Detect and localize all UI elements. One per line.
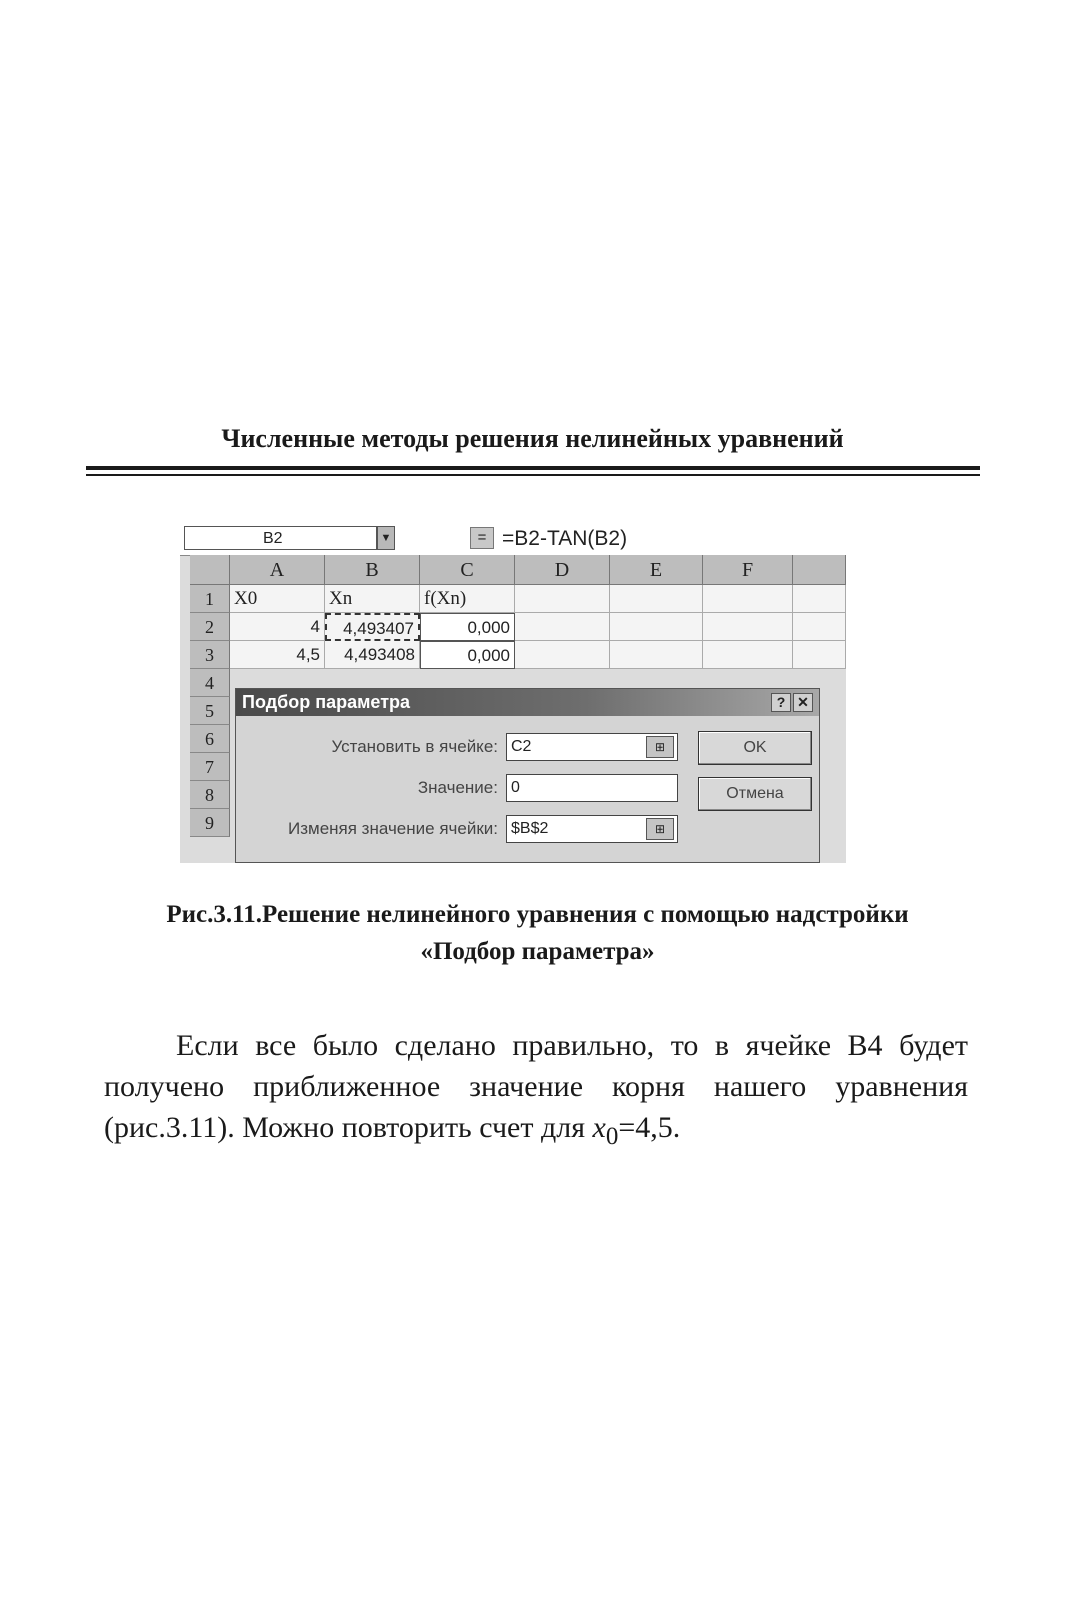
- cell-g1[interactable]: [793, 585, 846, 613]
- ok-button[interactable]: OK: [698, 731, 812, 765]
- row-header-5[interactable]: 5: [190, 697, 230, 725]
- row-header-3[interactable]: 3: [190, 641, 230, 669]
- variable-subscript: 0: [605, 1123, 619, 1150]
- cell-a1[interactable]: X0: [230, 585, 325, 613]
- header-rule-thick: [86, 466, 980, 470]
- cell-d2[interactable]: [515, 613, 610, 641]
- cell-g2[interactable]: [793, 613, 846, 641]
- row-header-8[interactable]: 8: [190, 781, 230, 809]
- formula-input[interactable]: =B2-TAN(B2): [502, 527, 628, 550]
- edit-formula-button[interactable]: =: [470, 527, 494, 549]
- row-header-9[interactable]: 9: [190, 809, 230, 837]
- select-all-corner[interactable]: [190, 555, 230, 585]
- cell-c2[interactable]: 0,000: [420, 613, 515, 641]
- row-header-1[interactable]: 1: [190, 585, 230, 613]
- row-header-7[interactable]: 7: [190, 753, 230, 781]
- paragraph-text: Если все было сделано правильно, то в ячейке B4 будет получено приближенное значение корня нашего уравнения (рис.3.11). Можно повторить счет для: [104, 1029, 968, 1144]
- set-cell-input[interactable]: C2: [506, 733, 678, 761]
- running-head: Численные методы решения нелинейных уравнений: [221, 424, 844, 453]
- caption-line-1: Рис.3.11.Решение нелинейного уравнения с помощью надстройки: [166, 901, 909, 928]
- cell-a2[interactable]: 4: [230, 613, 325, 641]
- cell-f3[interactable]: [703, 641, 793, 669]
- cell-d3[interactable]: [515, 641, 610, 669]
- value-input[interactable]: 0: [506, 774, 678, 802]
- set-cell-label: Установить в ячейке:: [331, 737, 498, 756]
- cell-b2[interactable]: 4,493407: [325, 613, 420, 641]
- cell-f2[interactable]: [703, 613, 793, 641]
- caption-line-2: «Подбор параметра»: [420, 938, 655, 965]
- value-label: Значение:: [417, 778, 498, 797]
- cell-a3[interactable]: 4,5: [230, 641, 325, 669]
- help-icon[interactable]: ?: [771, 693, 791, 712]
- column-header-b[interactable]: B: [325, 555, 420, 585]
- cell-b3[interactable]: 4,493408: [325, 641, 420, 669]
- body-paragraph: [104, 1025, 968, 1157]
- cell-e2[interactable]: [610, 613, 703, 641]
- column-header-f[interactable]: F: [703, 555, 793, 585]
- collapse-dialog-icon[interactable]: ⊞: [646, 818, 674, 840]
- changing-cell-label: Изменяя значение ячейки:: [288, 819, 498, 838]
- row-header-6[interactable]: 6: [190, 725, 230, 753]
- cell-e3[interactable]: [610, 641, 703, 669]
- column-header-c[interactable]: C: [420, 555, 515, 585]
- column-header-g[interactable]: [793, 555, 846, 585]
- column-header-a[interactable]: A: [230, 555, 325, 585]
- cell-g3[interactable]: [793, 641, 846, 669]
- cell-d1[interactable]: [515, 585, 610, 613]
- name-box[interactable]: B2: [184, 526, 377, 550]
- goal-seek-dialog: [235, 688, 820, 863]
- dialog-title[interactable]: Подбор параметра: [236, 689, 819, 716]
- row-header-2[interactable]: 2: [190, 613, 230, 641]
- close-icon[interactable]: ✕: [793, 693, 813, 712]
- cell-c1[interactable]: f(Xn): [420, 585, 515, 613]
- column-header-d[interactable]: D: [515, 555, 610, 585]
- cell-b1[interactable]: Xn: [325, 585, 420, 613]
- column-header-e[interactable]: E: [610, 555, 703, 585]
- cell-c3[interactable]: 0,000: [420, 641, 515, 669]
- chevron-down-icon[interactable]: ▼: [377, 526, 395, 550]
- changing-cell-input[interactable]: $B$2: [506, 815, 678, 843]
- cell-f1[interactable]: [703, 585, 793, 613]
- collapse-dialog-icon[interactable]: ⊞: [646, 736, 674, 758]
- spreadsheet-figure: [180, 523, 846, 863]
- figure-caption: [85, 896, 990, 970]
- paragraph-tail: =4,5.: [618, 1111, 681, 1144]
- row-header-4[interactable]: 4: [190, 669, 230, 697]
- formula-bar: [180, 523, 846, 556]
- variable-x: x: [592, 1111, 606, 1144]
- cancel-button[interactable]: Отмена: [698, 777, 812, 811]
- header-rule-thin: [86, 474, 980, 476]
- cell-e1[interactable]: [610, 585, 703, 613]
